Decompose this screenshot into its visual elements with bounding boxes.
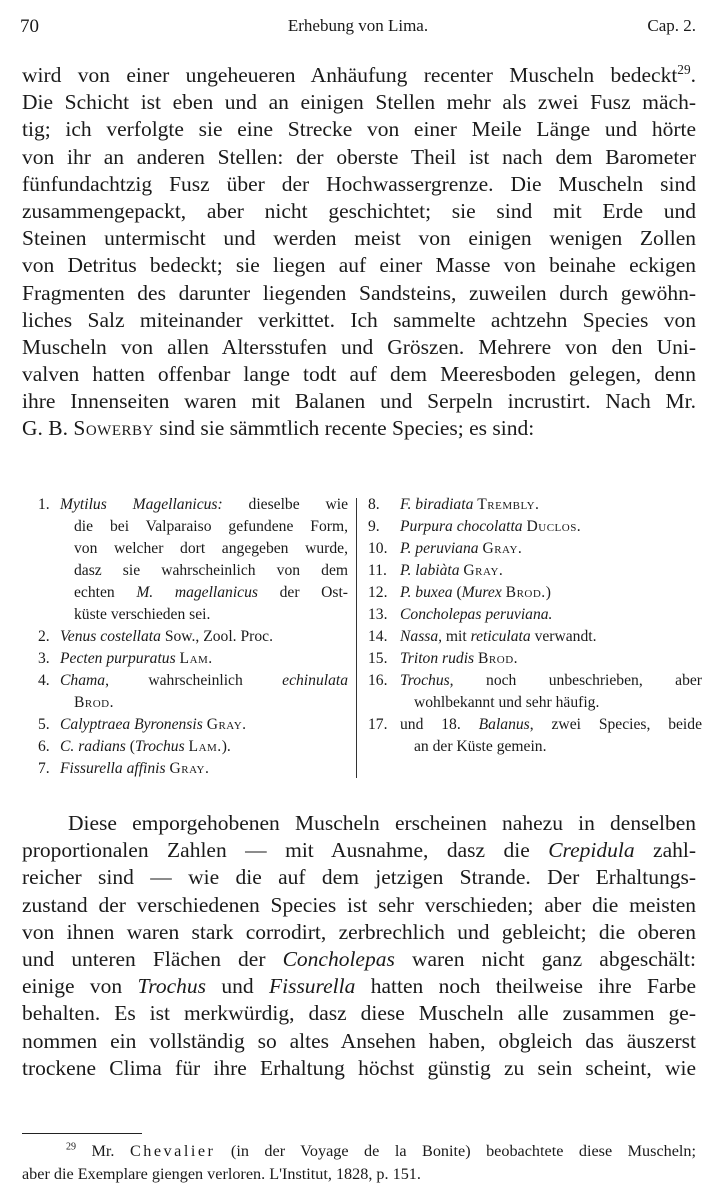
species-entry — [368, 516, 702, 538]
species-list — [38, 494, 702, 790]
text-segment: echten — [74, 584, 137, 601]
species-line — [400, 670, 702, 692]
text-line: Die Schicht ist eben und an einigen Stellen mehr als zwei Fusz mäch- — [22, 90, 696, 115]
text-segment: noch unbeschrieben, aber — [453, 672, 702, 689]
species-number: 7. — [38, 760, 50, 777]
text-segment: proportionalen Zahlen — mit Ausnahme, dasz die — [22, 838, 549, 863]
taxon-name: F. biradiata — [400, 496, 474, 513]
taxon-name: Pecten purpuratus — [60, 650, 176, 667]
text-line: von ihr an anderen Stellen: der oberste Theil ist nach dem Barometer — [22, 144, 696, 169]
text-segment: , zwei Species, beide — [529, 716, 702, 733]
text-segment: und 18. — [400, 716, 479, 733]
species-line — [400, 538, 702, 560]
text-segment: dieselbe wie — [222, 496, 349, 513]
species-number: 5. — [38, 716, 50, 733]
column-divider — [356, 498, 357, 778]
taxon-name: Trochus — [137, 974, 206, 999]
text-segment: wird von einer ungeheueren Anhäufung recenter Muscheln bedeckt — [22, 63, 678, 87]
running-header — [20, 16, 696, 44]
taxon-name: Chama — [60, 672, 106, 689]
species-entry — [368, 670, 702, 714]
text-line — [22, 62, 696, 89]
text-segment: von welcher dort angegeben wurde, — [74, 540, 348, 557]
text-segment: zahl- — [634, 838, 697, 863]
text-segment: trockene Clima für ihre Erhaltung höchst günstig zu sein scheint, wie — [22, 1055, 696, 1080]
species-line — [60, 516, 348, 538]
text-segment: Mr. — [76, 1142, 130, 1160]
text-segment: ). — [221, 738, 231, 755]
author-abbrev: Brod. — [505, 584, 546, 601]
footnote-line — [22, 1140, 696, 1163]
taxon-name: C. radians — [60, 738, 126, 755]
species-entry — [38, 714, 348, 736]
species-number: 16. — [368, 672, 388, 689]
text-line — [22, 864, 696, 891]
species-entry — [368, 626, 702, 648]
author-abbrev: Trembly. — [477, 496, 540, 513]
species-line — [400, 714, 702, 736]
taxon-name: Calyptraea Byronensis — [60, 716, 203, 733]
text-segment: aber die Exemplare giengen verloren. L'Institut, 1828, p. 151. — [22, 1165, 421, 1183]
species-number: 11. — [368, 562, 387, 579]
taxon-name: Concholepas — [282, 946, 395, 971]
text-line: zusammengepackt, aber nicht geschichtet; sie sind mit Erde und — [22, 198, 696, 223]
species-entry — [38, 626, 348, 648]
footnote-rule — [22, 1133, 142, 1134]
species-entry — [368, 560, 702, 582]
author-abbrev: Gray. — [169, 760, 210, 777]
taxon-name: Balanus — [478, 716, 530, 733]
species-line — [400, 516, 702, 538]
species-number: 4. — [38, 672, 50, 689]
species-entry — [38, 494, 348, 626]
species-number: 9. — [368, 518, 380, 535]
text-segment: sind sie sämmtlich recente Species; es sind: — [153, 416, 535, 441]
species-number: 12. — [368, 584, 388, 601]
author-abbrev: Lam. — [179, 650, 213, 667]
text-segment: G. B. — [22, 416, 74, 441]
footnote — [22, 1140, 696, 1186]
text-segment: einige von — [22, 974, 138, 999]
text-line: Muscheln von allen Altersstufen und Gröszen. Mehrere von den Uni- — [22, 334, 696, 359]
taxon-name: Triton rudis — [400, 650, 475, 667]
text-line — [22, 973, 696, 1000]
text-segment: wohlbekannt und sehr häufig. — [414, 694, 600, 711]
species-line — [60, 538, 348, 560]
species-entry — [368, 604, 702, 626]
taxon-name: Fissurella — [268, 974, 356, 999]
species-column-left — [38, 494, 348, 780]
author-name: Sowerby — [73, 416, 154, 441]
paragraph-2 — [22, 810, 696, 1082]
text-line: von Detritus bedeckt; sie liegen auf einer Masse von beinahe eckigen — [22, 253, 696, 278]
taxon-name: M. magellanicus — [136, 584, 258, 601]
species-line — [400, 560, 702, 582]
text-line: valven hatten offenbar lange todt auf dem Meeresboden gelegen, denn — [22, 362, 696, 387]
text-line — [22, 919, 696, 946]
species-number: 6. — [38, 738, 50, 755]
species-entry — [38, 758, 348, 780]
species-number: 1. — [38, 496, 50, 513]
taxon-name: P. peruviana — [400, 540, 479, 557]
species-entry — [368, 714, 702, 758]
species-number: 13. — [368, 606, 388, 623]
author-abbrev: Gray. — [463, 562, 504, 579]
species-line — [400, 626, 702, 648]
text-line — [22, 415, 696, 442]
taxon-name: Murex — [461, 584, 502, 601]
author-abbrev: Gray. — [206, 716, 247, 733]
text-segment: ( — [125, 738, 135, 755]
taxon-name: Concholepas peruviana. — [400, 606, 553, 623]
species-line — [60, 582, 348, 604]
species-line — [400, 648, 702, 670]
text-segment: , wahrscheinlich — [105, 672, 283, 689]
species-entry — [368, 494, 702, 516]
text-segment: ( — [452, 584, 462, 601]
taxon-name: P. buxea — [400, 584, 453, 601]
text-line: fünfundachtzig Fusz über der Hochwassergrenze. Die Muscheln sind — [22, 171, 696, 196]
species-number: 8. — [368, 496, 380, 513]
taxon-name: echinulata — [282, 672, 348, 689]
taxon-name: Trochus, — [400, 672, 454, 689]
footnote-number: 29 — [66, 1141, 77, 1153]
taxon-name: Purpura chocolatta — [400, 518, 523, 535]
text-segment: verwandt. — [530, 628, 597, 645]
footnote-line — [22, 1163, 696, 1186]
species-line — [400, 582, 702, 604]
text-line: liches Salz miteinander verkittet. Ich sammelte achtzehn Species von — [22, 307, 696, 332]
taxon-name: Nassa, — [400, 628, 443, 645]
taxon-name: Mytilus Magellanicus: — [60, 496, 223, 513]
text-segment: reicher sind — wie die auf dem jetzigen Strande. Der Erhaltungs- — [22, 865, 696, 890]
chapter-label: Cap. 2. — [647, 16, 696, 35]
text-segment: mit — [442, 628, 471, 645]
author-abbrev: Duclos. — [526, 518, 582, 535]
text-segment: . — [690, 63, 696, 87]
footnote-ref: 29 — [677, 61, 691, 77]
text-segment: dasz sie wahrscheinlich von dem — [74, 562, 348, 579]
species-number: 10. — [368, 540, 388, 557]
species-number: 17. — [368, 716, 388, 733]
text-line — [22, 837, 696, 864]
species-line — [400, 736, 702, 758]
text-line — [22, 810, 696, 837]
text-line: Steinen untermischt und werden meist von einigen wenigen Zollen — [22, 226, 696, 251]
species-line — [60, 758, 348, 780]
species-line — [60, 670, 348, 692]
text-segment: küste verschieden sei. — [74, 606, 211, 623]
species-number: 14. — [368, 628, 388, 645]
author-abbrev: Brod. — [478, 650, 519, 667]
species-column-right — [368, 494, 702, 758]
author-abbrev: Brod. — [74, 694, 115, 711]
taxon-name: Venus costellata — [60, 628, 161, 645]
text-line: tig; ich verfolgte sie eine Strecke von einer Meile Länge und hörte — [22, 117, 696, 142]
text-segment: behalten. Es ist merkwürdig, dasz diese Muscheln alle zusammen ge- — [22, 1001, 696, 1026]
text-segment: von ihnen waren stark corrodirt, zerbrechlich und gebleicht; die oberen — [22, 919, 696, 944]
text-segment: hatten noch theilweise ihre Farbe — [355, 974, 697, 999]
page-number: 70 — [20, 16, 39, 37]
text-line — [22, 1028, 696, 1055]
text-segment: die bei Valparaiso gefundene Form, — [74, 518, 348, 535]
species-entry — [38, 648, 348, 670]
species-entry — [38, 670, 348, 714]
text-segment: Diese emporgehobenen Muscheln erscheinen nahezu in denselben — [68, 811, 696, 835]
text-segment: und unteren Flächen der — [22, 946, 283, 971]
running-title: Erhebung von Lima. — [287, 16, 429, 35]
text-segment: an der Küste gemein. — [414, 738, 547, 755]
text-segment: Sow., Zool. Proc. — [160, 628, 273, 645]
text-line — [22, 892, 696, 919]
species-line — [60, 494, 348, 516]
species-entry — [368, 648, 702, 670]
species-number: 3. — [38, 650, 50, 667]
text-segment: zustand der verschiedenen Species ist sehr verschieden; aber die meisten — [22, 892, 696, 917]
species-line — [400, 494, 702, 516]
species-number: 2. — [38, 628, 50, 645]
text-line: ihre Innenseiten waren mit Balanen und Serpeln incrustirt. Nach Mr. — [22, 389, 696, 414]
text-segment: waren nicht ganz abgeschält: — [394, 946, 696, 971]
text-segment: und — [206, 974, 269, 999]
species-line — [400, 604, 702, 626]
person-name: Chevalier — [129, 1142, 216, 1160]
text-segment: (in der Voyage de la Bonite) beobachtete diese Muscheln; — [215, 1142, 696, 1160]
species-line — [60, 736, 348, 758]
species-entry — [368, 538, 702, 560]
text-line: Fragmenten des darunter liegenden Sandsteins, zuweilen durch gewöhn- — [22, 280, 696, 305]
text-line — [22, 1055, 696, 1082]
species-line — [60, 560, 348, 582]
author-abbrev: Lam. — [188, 738, 222, 755]
species-line — [60, 648, 348, 670]
taxon-name: reticulata — [470, 628, 531, 645]
species-line — [60, 692, 348, 714]
text-line — [22, 1000, 696, 1027]
species-line — [60, 604, 348, 626]
species-entry — [38, 736, 348, 758]
species-line — [400, 692, 702, 714]
taxon-name: Trochus — [134, 738, 185, 755]
species-line — [60, 714, 348, 736]
text-segment: ) — [545, 584, 551, 601]
taxon-name: Fissurella affinis — [60, 760, 166, 777]
taxon-name: P. labiàta — [400, 562, 460, 579]
species-entry — [368, 582, 702, 604]
author-abbrev: Gray. — [482, 540, 523, 557]
species-number: 15. — [368, 650, 388, 667]
paragraph-1 — [22, 62, 696, 443]
text-segment: der Ost- — [257, 584, 348, 601]
taxon-name: Crepidula — [548, 838, 635, 863]
species-line — [60, 626, 348, 648]
text-line — [22, 946, 696, 973]
text-segment: nommen ein vollständig so altes Ansehen haben, obgleich das äuszerst — [22, 1028, 696, 1053]
